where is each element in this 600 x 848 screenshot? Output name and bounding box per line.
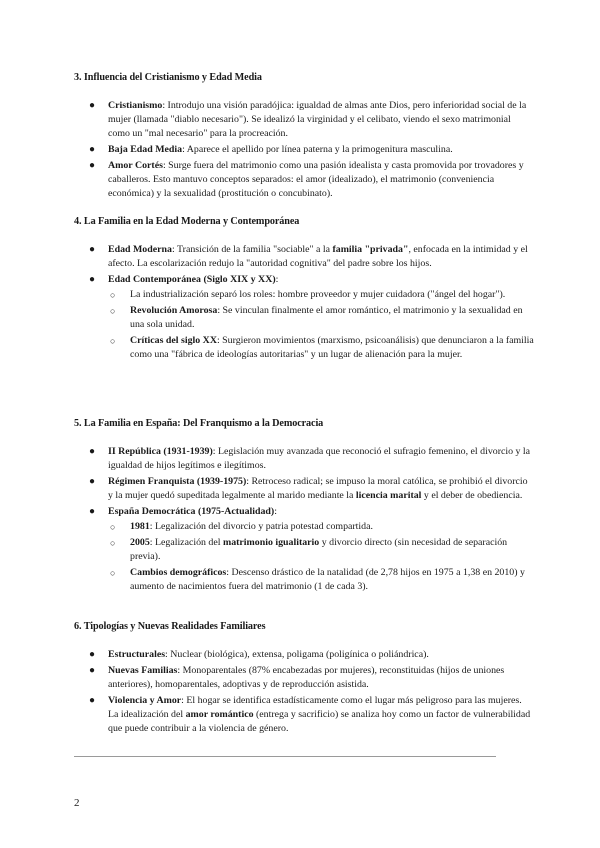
item-text: : Nuclear (biológica), extensa, poligama (poligínica o poliándrica). — [165, 649, 429, 660]
term: Edad Contemporánea (Siglo XIX y XX) — [108, 274, 276, 285]
list-item — [74, 475, 534, 503]
item-text: : Legislación muy avanzada que reconoció el sufragio femenino, el divorcio y la igualdad de hijos legítimos e ilegítimos. — [108, 446, 531, 472]
sub-list — [108, 520, 534, 594]
term: Críticas del siglo XX — [130, 335, 217, 346]
circle-bullet-icon: ○ — [110, 336, 116, 346]
sub-list-item — [108, 304, 534, 332]
section-title: 3. Influencia del Cristianismo y Edad Media — [74, 72, 262, 83]
term-inline: familia "privada" — [332, 244, 409, 255]
term: II República (1931-1939) — [108, 446, 213, 457]
bullet-list — [74, 243, 534, 362]
list-item — [74, 505, 534, 594]
term: Estructurales — [108, 649, 166, 660]
list-item — [74, 99, 534, 142]
item-text: y el deber de obediencia. — [421, 490, 523, 502]
item-text: : Retroceso radical; se impuso la moral católica, se prohibió el divorcio y la mujer quedó supeditada legalmente al marido mediante la — [108, 476, 528, 502]
item-text: : — [274, 506, 277, 517]
item-text: : Transición de la familia "sociable" a la — [171, 244, 333, 255]
bullet-list — [74, 445, 534, 594]
term: Baja Edad Media — [108, 144, 183, 156]
bullet-icon: ● — [89, 144, 96, 156]
list-item — [74, 159, 534, 202]
list-item — [74, 243, 534, 271]
bullet-icon: ● — [89, 649, 96, 660]
bullet-icon: ● — [89, 694, 96, 706]
bullet-list — [74, 99, 534, 202]
bullet-icon: ● — [89, 476, 96, 487]
list-item — [74, 445, 534, 473]
term: Cambios demográficos — [130, 567, 227, 578]
term: España Democrática (1975-Actualidad) — [108, 506, 275, 517]
item-text: : Aparece el apellido por línea paterna y la primogenitura masculina. — [182, 144, 453, 156]
circle-bullet-icon: ○ — [110, 290, 116, 301]
term: Nuevas Familias — [108, 664, 178, 676]
sub-list-item — [108, 520, 534, 534]
item-text: : Legalización del divorcio y patria potestad compartida. — [149, 521, 373, 533]
circle-bullet-icon: ○ — [110, 306, 116, 316]
section-title: 5. La Familia en España: Del Franquismo a la Democracia — [74, 418, 324, 429]
section-3 — [74, 71, 534, 203]
bullet-icon: ● — [89, 160, 96, 171]
term: Violencia y Amor — [108, 694, 182, 706]
term: Revolución Amorosa — [130, 305, 218, 316]
term: Amor Cortés — [108, 160, 163, 171]
item-text: : Descenso drástico de la natalidad (de 2,78 hijos en 1975 a 1,38 en 2010) y aumento de nacimientos fuera del matrimonio (1 de cada 3). — [130, 567, 525, 593]
bullet-icon: ● — [89, 506, 96, 517]
term-inline: matrimonio igualitario — [222, 537, 320, 548]
item-text: : Se vinculan finalmente el amor romántico, el matrimonio y la sexualidad en una sola unidad. — [130, 305, 523, 331]
circle-bullet-icon: ○ — [110, 522, 116, 533]
term: Cristianismo — [108, 100, 163, 111]
bullet-list — [74, 648, 534, 736]
item-text: y divorcio directo (sin necesidad de separación previa). — [130, 537, 508, 563]
term: Edad Moderna — [108, 244, 172, 255]
item-text: : — [275, 274, 279, 285]
sub-list — [108, 288, 534, 362]
list-item — [74, 664, 534, 692]
item-text: La industrialización separó los roles: hombre proveedor y mujer cuidadora ("ángel del hogar"). — [130, 289, 506, 301]
list-item — [74, 694, 534, 737]
bullet-icon: ● — [89, 274, 96, 285]
section-title: 4. La Familia en la Edad Moderna y Contemporánea — [74, 216, 300, 227]
sub-list-item — [108, 536, 534, 564]
term: Régimen Franquista (1939-1975) — [108, 476, 247, 487]
circle-bullet-icon: ○ — [110, 538, 116, 548]
sub-list-item — [108, 566, 534, 594]
term-inline: licencia marital — [355, 490, 422, 502]
section-6 — [74, 620, 534, 738]
section-title: 6. Tipologías y Nuevas Realidades Familiares — [74, 621, 266, 632]
section-5 — [74, 417, 534, 596]
item-text: (entrega y sacrificio) se analiza hoy como un factor de vulnerabilidad que puede contribuir a la violencia de género. — [108, 709, 531, 735]
list-item — [74, 648, 534, 662]
page-number: 2 — [74, 797, 80, 809]
sub-list-item — [108, 288, 534, 302]
bullet-icon: ● — [89, 244, 96, 255]
circle-bullet-icon: ○ — [110, 568, 116, 578]
item-text: : Surgieron movimientos (marxismo, psicoanálisis) que denunciaron a la familia como una "fábrica de ideologías autoritarias" y un lugar de alienación para la mujer. — [130, 335, 534, 361]
item-text: : Introdujo una visión paradójica: igualdad de almas ante Dios, pero inferioridad social de la mujer (llamada "diablo necesario"). Se idealizó la virginidad y el celibato, viendo el sexo matrimonial como un "mal necesario" para la procreación. — [108, 100, 527, 140]
term: 1981 — [130, 521, 150, 533]
item-text: : Surge fuera del matrimonio como una pasión idealista y casta promovida por trovadores y caballeros. Esto mantuvo conceptos separados: el amor (idealizado), el matrimonio (conveniencia económica) y la sexualidad (prostitución o concubinato). — [108, 160, 524, 200]
bullet-icon: ● — [89, 446, 96, 457]
list-item — [74, 143, 534, 157]
bullet-icon: ● — [89, 664, 96, 676]
item-text: : El hogar se identifica estadísticamente como el lugar más peligroso para las mujeres. La idealización del — [108, 694, 522, 720]
list-item — [74, 273, 534, 362]
section-4 — [74, 215, 534, 364]
item-text: , enfocada en la intimidad y el afecto. La escolarización redujo la "autoridad cognitiva" del padre sobre los hijos. — [108, 244, 528, 270]
item-text: : Monoparentales (87% encabezadas por mujeres), reconstituidas (hijos de uniones anteriores), homoparentales, adoptivas y de reproducción asistida. — [108, 664, 505, 690]
sub-list-item — [108, 334, 534, 362]
footer-divider — [74, 756, 496, 757]
term: 2005 — [130, 537, 150, 548]
term-inline: amor romántico — [185, 709, 254, 720]
bullet-icon: ● — [89, 100, 96, 111]
item-text: : Legalización del — [149, 537, 223, 548]
